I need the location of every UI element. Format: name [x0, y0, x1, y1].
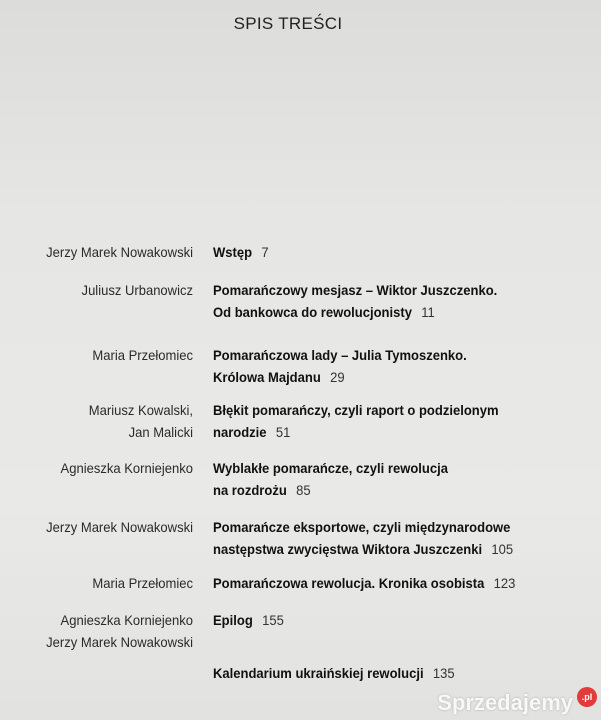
author-name: Agnieszka Korniejenko	[60, 612, 193, 628]
page-number: 51	[275, 424, 291, 440]
entry-title	[213, 516, 566, 560]
entry-authors	[14, 609, 193, 653]
page-number: 7	[261, 244, 269, 260]
title-line: Kalendarium ukraińskiej rewolucji	[213, 665, 424, 681]
title-line: Błękit pomarańczy, czyli raport o podzielonym	[213, 402, 499, 418]
entry-title	[213, 279, 566, 323]
author-name: Jerzy Marek Nowakowski	[46, 244, 193, 260]
author-name: Jerzy Marek Nowakowski	[46, 519, 193, 535]
author-name: Juliusz Urbanowicz	[81, 282, 193, 298]
page-number: 29	[330, 369, 345, 385]
title-line: na rozdrożu	[213, 482, 287, 498]
title-line: Wstęp	[213, 244, 253, 260]
page-number: 135	[432, 665, 455, 681]
author-name: Maria Przełomiec	[92, 575, 193, 591]
entry-title	[213, 344, 566, 388]
entry-title	[213, 609, 566, 631]
page-number: 105	[491, 541, 514, 557]
entry-title	[213, 241, 566, 263]
entry-title	[213, 399, 566, 443]
entry-authors	[14, 279, 193, 301]
watermark-badge: .pl	[577, 687, 597, 707]
author-name: Jerzy Marek Nowakowski	[46, 634, 193, 650]
page-number: 85	[296, 482, 311, 498]
page-number: 11	[421, 304, 435, 320]
title-line: narodzie	[213, 424, 267, 440]
watermark-logo	[437, 690, 593, 716]
author-name: Maria Przełomiec	[92, 347, 193, 363]
author-name: Agnieszka Korniejenko	[60, 460, 193, 476]
author-name: Jan Malicki	[128, 424, 193, 440]
title-line: Królowa Majdanu	[213, 369, 321, 385]
entry-title	[213, 457, 566, 501]
entry-authors	[14, 572, 193, 594]
title-line: następstwa zwycięstwa Wiktora Juszczenki	[213, 541, 483, 557]
watermark-text: Sprzedajemy	[437, 690, 573, 715]
entry-title	[213, 662, 566, 684]
title-line: Pomarańcze eksportowe, czyli międzynarodowe	[213, 519, 511, 535]
page-title: SPIS TREŚCI	[233, 14, 343, 33]
entry-authors	[14, 399, 193, 443]
author-name: Mariusz Kowalski,	[88, 402, 193, 418]
entry-title	[213, 572, 566, 594]
title-line: Epilog	[213, 612, 253, 628]
title-line: Pomarańczowy mesjasz – Wiktor Juszczenko.	[213, 282, 498, 298]
page-number: 123	[493, 575, 516, 591]
entry-authors	[14, 241, 193, 263]
title-line: Pomarańczowa lady – Julia Tymoszenko.	[213, 347, 467, 363]
entry-authors	[14, 516, 193, 538]
title-line: Pomarańczowa rewolucja. Kronika osobista	[213, 575, 485, 591]
entry-authors	[14, 344, 193, 366]
title-line: Wyblakłe pomarańcze, czyli rewolucja	[213, 460, 448, 476]
page-number: 155	[262, 612, 284, 628]
entry-authors	[14, 457, 193, 479]
title-line: Od bankowca do rewolucjonisty	[213, 304, 412, 320]
